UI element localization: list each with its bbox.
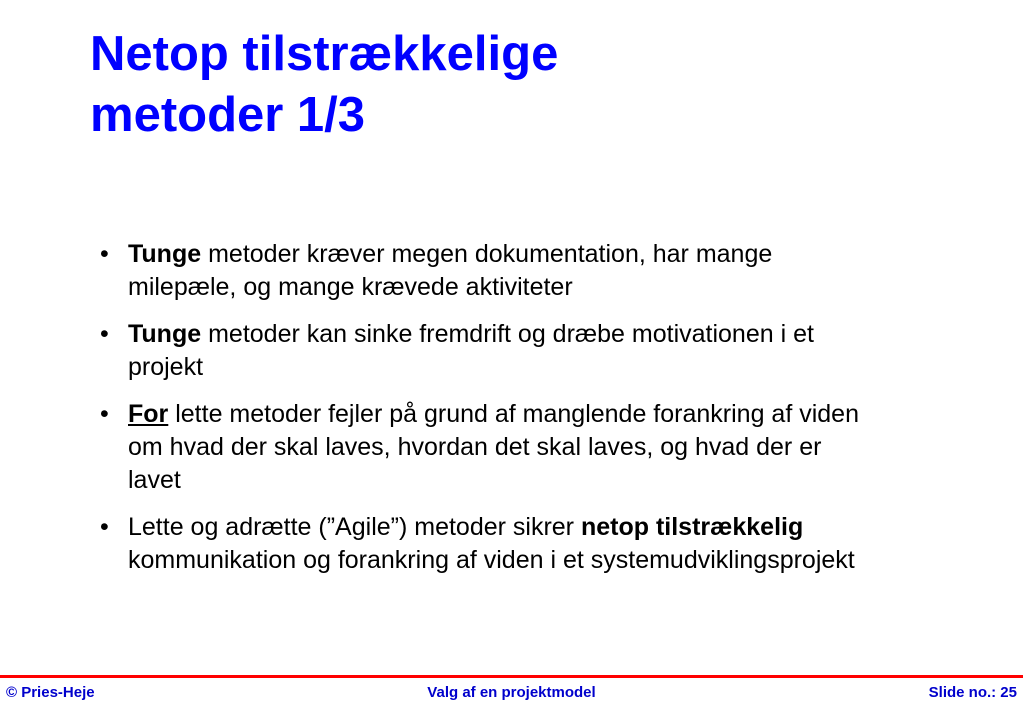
slide-title-line-1: Netop tilstrækkelige <box>90 27 559 81</box>
bullet-item-1 <box>100 238 860 304</box>
bullet-2-emphasis: Tunge <box>128 320 202 348</box>
bullet-item-3 <box>100 398 860 497</box>
bullet-4-emphasis: netop tilstrækkelig <box>580 513 804 541</box>
bullet-4-text-before: Lette og adrætte (”Agile”) metoder sikrer <box>128 513 581 541</box>
bullet-dot: • <box>100 400 109 428</box>
bullet-1-text: metoder kræver megen dokumentation, har mange milepæle, og mange krævede aktiviteter <box>128 240 773 301</box>
bullet-list <box>100 238 860 591</box>
bullet-dot: • <box>100 320 109 348</box>
bullet-item-4 <box>100 511 860 577</box>
bullet-dot: • <box>100 513 109 541</box>
footer-copyright: © Pries-Heje <box>6 684 95 701</box>
bullet-item-2 <box>100 318 860 384</box>
bullet-3-text: lette metoder fejler på grund af manglende forankring af viden om hvad der skal laves, hvordan det skal laves, og hvad der er lavet <box>128 400 859 494</box>
bullet-2-text: metoder kan sinke fremdrift og dræbe motivationen i et projekt <box>128 320 814 381</box>
bullet-1-emphasis: Tunge <box>128 240 202 268</box>
bullet-3-emphasis: For <box>128 400 169 428</box>
footer-presentation-title: Valg af en projektmodel <box>427 684 596 701</box>
slide-title-line-2: metoder 1/3 <box>90 88 366 142</box>
footer-slide-number: Slide no.: 25 <box>928 684 1017 701</box>
bullet-dot: • <box>100 240 109 268</box>
footer-divider <box>0 675 1023 678</box>
bullet-4-text-after: kommunikation og forankring af viden i et systemudviklingsprojekt <box>128 546 855 574</box>
slide-title <box>90 24 970 146</box>
